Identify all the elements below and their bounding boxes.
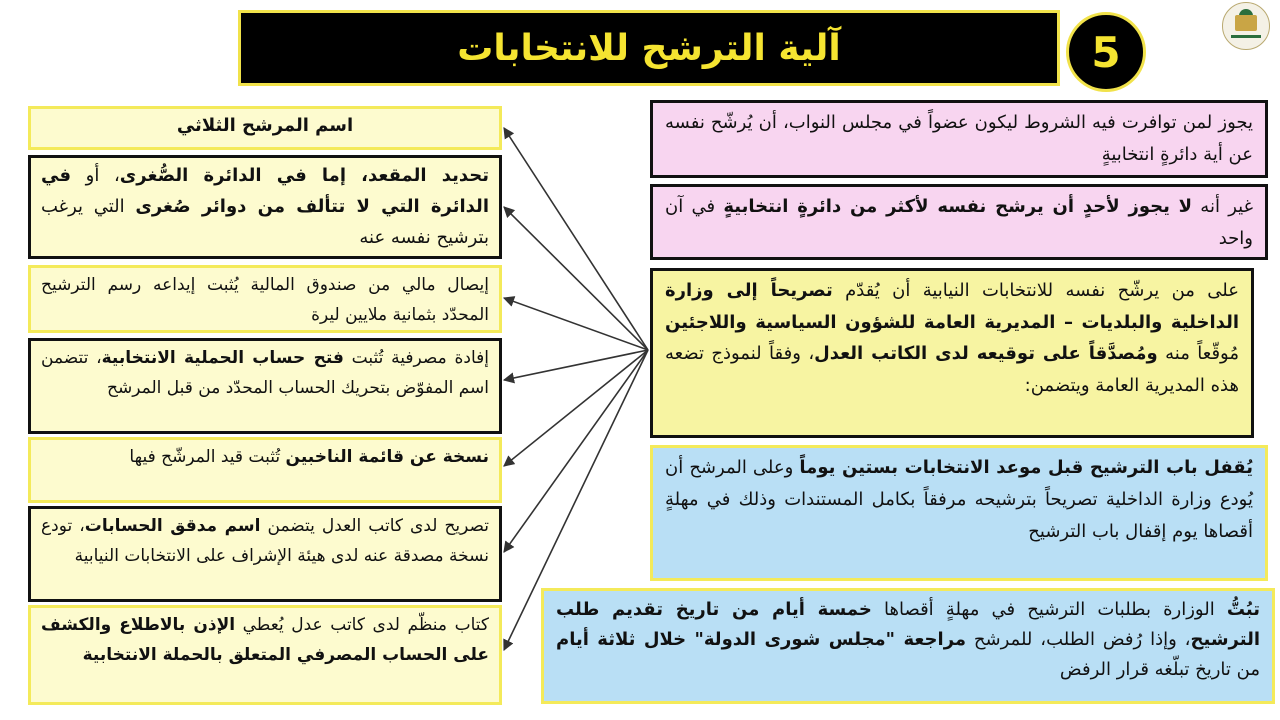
text: الوزارة بطلبات الترشيح في مهلةٍ أقصاها [871,599,1227,620]
text: ، أو [71,165,120,186]
bold-text: ومُصدَّقاً على توقيعه لدى الكاتب العدل [814,343,1158,364]
page-title: آلية الترشح للانتخابات [457,27,841,69]
text: ، وإذا رُفض الطلب، للمرشح [966,629,1191,650]
arrow-3 [504,298,648,350]
bold-text: مراجعة "مجلس شورى الدولة" خلال ثلاثة أيام [556,629,967,650]
text: وعلى المرشح أن يُودع وزارة الداخلية تصريحاً بترشيحه مرفقاً بكامل المستندات وذلك في مهلةٍ أقصاها يوم إقفال باب الترشيح [665,457,1253,542]
text: يجوز لمن توافرت فيه الشروط ليكون عضواً في مجلس النواب، أن يُرشّح نفسه عن أية دائرةٍ انتخابيةٍ [665,112,1253,165]
bold-text: تصريحاً إلى وزارة الداخلية والبلديات – المديرية العامة للشؤون السياسية واللاجئين [665,280,1239,333]
text: في آن واحد [665,196,1253,249]
text: ، تودع نسخة مصدقة عنه لدى هيئة الإشراف على الانتخابات النيابية [41,516,489,566]
requirement-auditor [28,506,502,602]
bold-text: اسم مدقق الحسابات [84,516,261,536]
text: غير أنه [1192,196,1254,217]
bold-text: لا يجوز لأحدٍ أن يرشح نفسه لأكثر من دائرةٍ انتخابيةٍ [723,196,1193,217]
bold-text: اسم المرشح الثلاثي [176,115,354,136]
text: تُثبت قيد المرشّح فيها [129,447,286,467]
text: ، تتضمن اسم المفوّض بتحريك الحساب المحدّد من قبل المرشح [41,348,489,398]
bold-text: نسخة عن قائمة الناخبين [285,447,489,467]
rule-ministry-decision [541,588,1275,704]
requirement-campaign-account [28,338,502,434]
arrow-2 [504,207,648,350]
requirement-bank-disclosure [28,605,502,705]
text: إفادة مصرفية تُثبت [343,348,489,368]
text: ، وفقاً لنموذج تضعه هذه المديرية العامة ويتضمن: [665,343,1239,396]
text: كتاب منظّم لدى كاتب عدل يُعطي [235,615,489,635]
bold-text: خمسة أيام من تاريخ تقديم طلب الترشيح [556,599,1260,650]
bold-text: في الدائرة التي لا تتألف من دوائر صُغرى [41,165,489,217]
arrow-1 [504,128,648,350]
bold-text: الإذن بالاطلاع والكشف على الحساب المصرفي المتعلق بالحملة الانتخابية [41,615,489,665]
rule-deadline [650,445,1268,581]
text: تصريح لدى كاتب العدل يتضمن [260,516,489,536]
text: على من يرشّح نفسه للانتخابات النيابية أن يُقدّم [832,280,1239,301]
text: من تاريخ تبلّغه قرار الرفض [1059,659,1260,680]
bold-text: يُقفل باب الترشيح قبل موعد الانتخابات بستين يوماً [799,457,1253,478]
text: التي يرغب بترشيح نفسه عنه [41,196,489,248]
text: إيصال مالي من صندوق المالية يُثبت إيداعه رسم الترشيح المحدّد بثمانية ملايين ليرة [41,275,489,325]
section-number: 5 [1091,27,1121,77]
arrow-4 [504,350,648,380]
arrow-6 [504,350,648,552]
rule-single-district [650,184,1268,260]
requirement-voter-list [28,437,502,503]
rule-declaration [650,268,1254,438]
arrow-5 [504,350,648,466]
bold-text: تحديد المقعد، إما في الدائرة الصُّغرى [119,165,489,186]
requirement-seat [28,155,502,259]
text: مُوقّعاً منه [1157,343,1239,364]
bold-text: تبُتُّ [1226,599,1260,620]
requirement-fee-receipt [28,265,502,333]
bold-text: فتح حساب الحملية الانتخابية [101,348,344,368]
rule-eligibility [650,100,1268,178]
requirement-full-name [28,106,502,150]
